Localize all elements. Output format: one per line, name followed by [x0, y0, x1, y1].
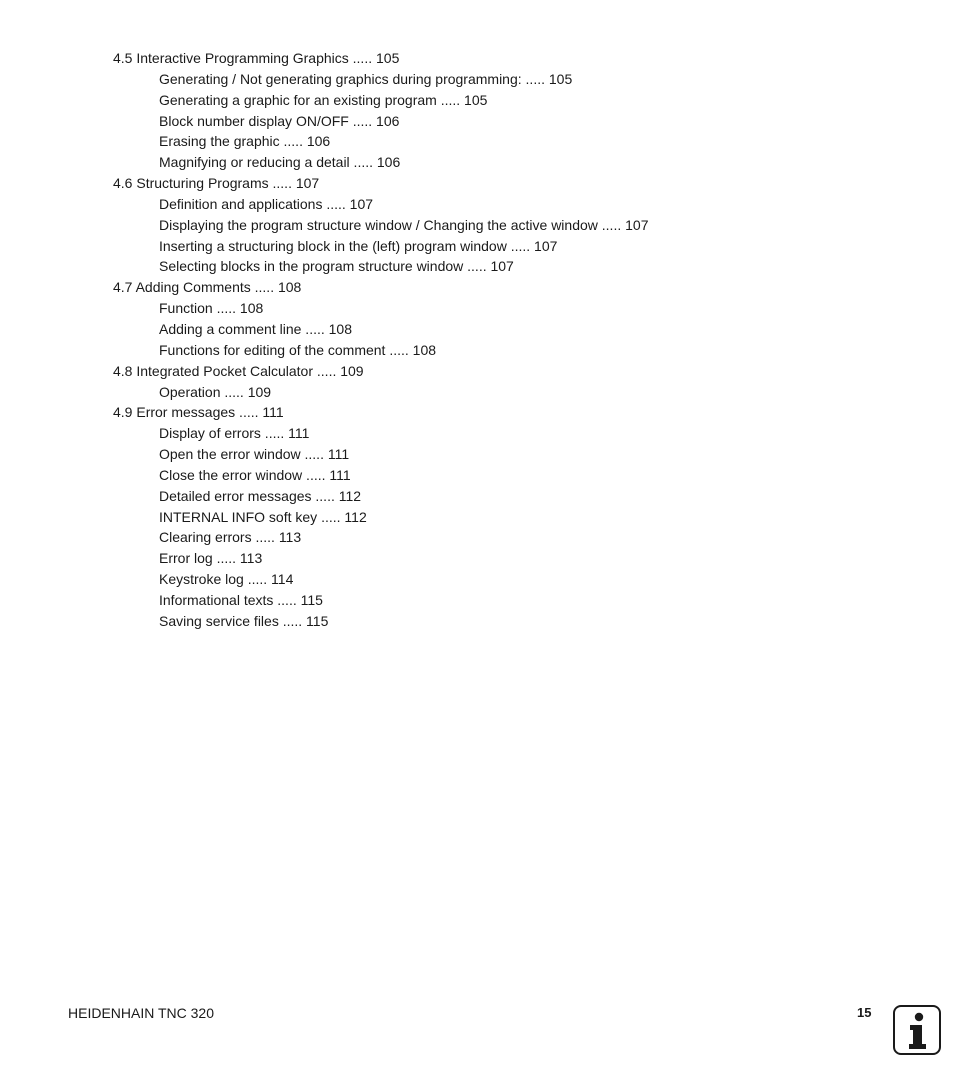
toc-subsection-entry: Operation ..... 109 — [159, 383, 272, 400]
toc-subsection-entry: Inserting a structuring block in the (left) program window ..... 107 — [159, 237, 558, 254]
toc-subsection-entry: Clearing errors ..... 113 — [159, 529, 302, 546]
table-of-contents — [113, 48, 913, 632]
page-number: 15 — [857, 1005, 872, 1020]
toc-subsection-entry: Magnifying or reducing a detail ..... 106 — [159, 154, 401, 171]
toc-subsection-entry: Erasing the graphic ..... 106 — [159, 133, 331, 150]
toc-subsection-entry: Generating a graphic for an existing program ..... 105 — [159, 91, 488, 108]
toc-subsection-entry: Generating / Not generating graphics during programming: ..... 105 — [159, 70, 573, 87]
toc-section-entry: 4.6 Structuring Programs ..... 107 — [113, 175, 320, 192]
toc-subsection-entry: Adding a comment line ..... 108 — [159, 320, 352, 337]
toc-subsection-entry: Informational texts ..... 115 — [159, 591, 323, 608]
footer-title: HEIDENHAIN TNC 320 — [68, 1005, 215, 1021]
toc-section-entry: 4.8 Integrated Pocket Calculator ..... 109 — [113, 362, 364, 379]
toc-subsection-entry: Functions for editing of the comment ..... 108 — [159, 341, 437, 358]
toc-subsection-entry: Open the error window ..... 111 — [159, 446, 350, 463]
toc-subsection-entry: Selecting blocks in the program structure window ..... 107 — [159, 258, 514, 275]
toc-subsection-entry: Close the error window ..... 111 — [159, 466, 351, 483]
toc-section-entry: 4.7 Adding Comments ..... 108 — [113, 279, 302, 296]
toc-subsection-entry: INTERNAL INFO soft key ..... 112 — [159, 508, 367, 525]
toc-subsection-entry: Definition and applications ..... 107 — [159, 195, 374, 212]
toc-subsection-entry: Saving service files ..... 115 — [159, 612, 329, 629]
info-icon — [893, 1005, 941, 1055]
toc-subsection-entry: Display of errors ..... 111 — [159, 425, 310, 442]
info-glyph — [895, 1007, 939, 1053]
toc-subsection-entry: Block number display ON/OFF ..... 106 — [159, 112, 400, 129]
toc-section-entry: 4.9 Error messages ..... 111 — [113, 404, 284, 421]
toc-subsection-entry: Detailed error messages ..... 112 — [159, 487, 362, 504]
toc-subsection-entry: Error log ..... 113 — [159, 550, 263, 567]
toc-subsection-entry: Displaying the program structure window / Changing the active window ..... 107 — [159, 216, 649, 233]
toc-subsection-entry: Keystroke log ..... 114 — [159, 571, 294, 588]
toc-section-entry: 4.5 Interactive Programming Graphics ..... 105 — [113, 50, 400, 66]
toc-subsection-entry: Function ..... 108 — [159, 300, 264, 317]
